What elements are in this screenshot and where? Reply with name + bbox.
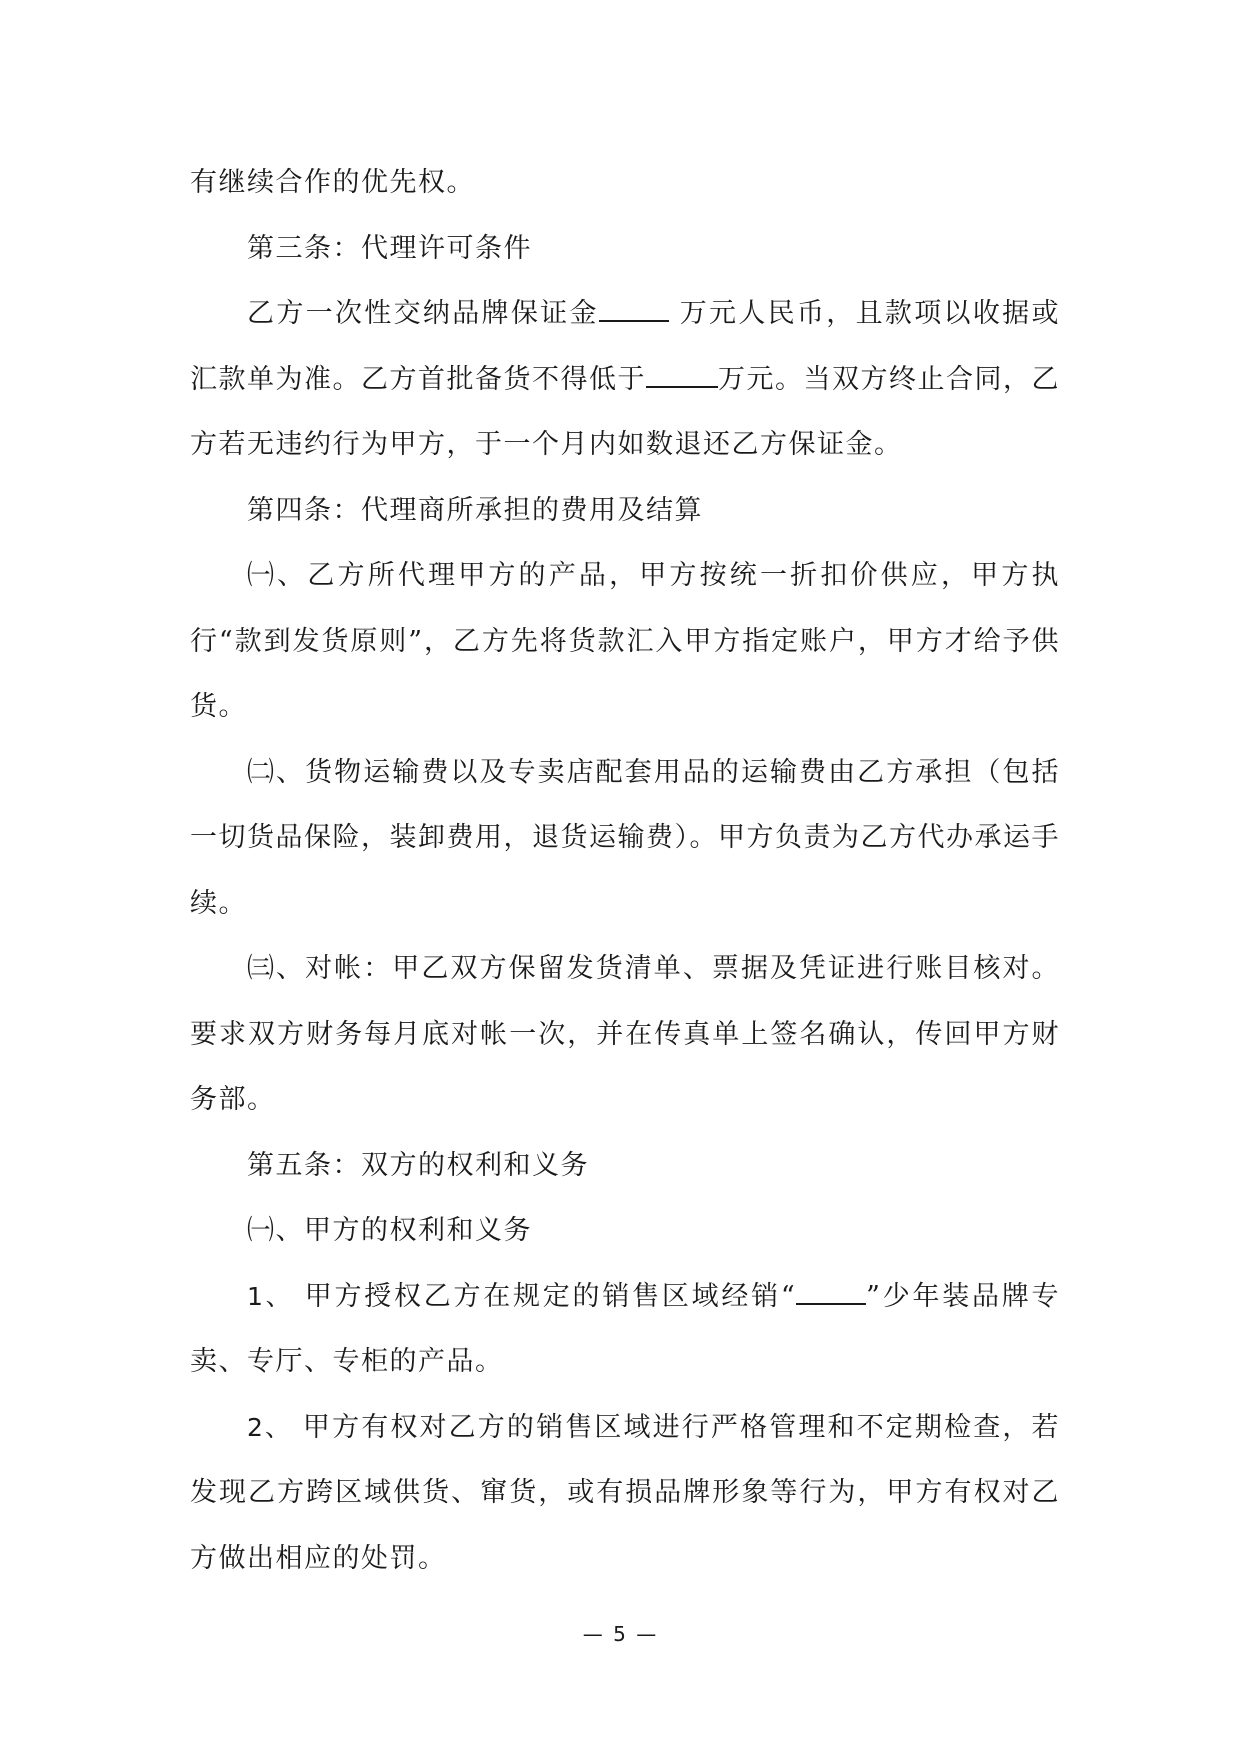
- paragraph-shipping: [190, 740, 1060, 937]
- subsection-text: ㈠、甲方的权利和义务: [247, 1215, 532, 1246]
- paragraph-text: 万元人民币，且款项以收据或汇款单为准。乙方首批备货不得低于: [190, 298, 1060, 395]
- heading-text: 第三条：代理许可条件: [247, 232, 532, 264]
- heading-text: 第四条：代理商所承担的费用及结算: [247, 494, 703, 526]
- paragraph-text: ㈠、乙方所代理甲方的产品，甲方按统一折扣价供应，甲方执行“款到发货原则”，乙方先将货款汇入甲方指定账户，甲方才给予供货。: [190, 560, 1060, 722]
- paragraph-text: 有继续合作的优先权。: [190, 167, 475, 198]
- clause-1: [190, 1264, 1060, 1395]
- article-5-heading: [190, 1133, 1060, 1199]
- paragraph-priority-right: [190, 150, 1060, 216]
- paragraph-text: ㈢、对帐：甲乙双方保留发货清单、票据及凭证进行账目核对。要求双方财务每月底对帐一次，并在传真单上签名确认，传回甲方财务部。: [190, 953, 1060, 1115]
- clause-number: 1、: [247, 1281, 294, 1311]
- heading-text: 第五条：双方的权利和义务: [247, 1149, 589, 1181]
- clause-text: ”少年装品牌专卖、专厅、专柜的产品。: [190, 1280, 1060, 1377]
- deposit-amount-blank: [599, 298, 669, 322]
- paragraph-pricing: [190, 543, 1060, 740]
- first-stock-amount-blank: [646, 364, 718, 388]
- paragraph-text: ㈡、货物运输费以及专卖店配套用品的运输费由乙方承担（包括一切货品保险，装卸费用，退货运输费）。甲方负责为乙方代办承运手续。: [190, 756, 1060, 919]
- clause-2: [190, 1395, 1060, 1592]
- paragraph-text: 万元。当双方终止合同，乙方若无违约行为甲方，于一个月内如数退还乙方保证金。: [190, 363, 1060, 460]
- paragraph-deposit: [190, 281, 1060, 478]
- article-4-heading: [190, 478, 1060, 544]
- page-number: — 5 —: [582, 1622, 659, 1646]
- clause-text: 甲方授权乙方在规定的销售区域经销“: [293, 1280, 797, 1312]
- article-3-heading: [190, 216, 1060, 282]
- clause-text: 甲方有权对乙方的销售区域进行严格管理和不定期检查，若发现乙方跨区域供货、窜货，或有损品牌形象等行为，甲方有权对乙方做出相应的处罚。: [190, 1411, 1060, 1574]
- subsection-party-a: [190, 1198, 1060, 1264]
- contract-body: [190, 150, 1060, 1591]
- brand-name-blank: [796, 1281, 866, 1305]
- paragraph-text: 乙方一次性交纳品牌保证金: [247, 298, 599, 329]
- paragraph-reconciliation: [190, 936, 1060, 1133]
- clause-number: 2、: [247, 1412, 293, 1442]
